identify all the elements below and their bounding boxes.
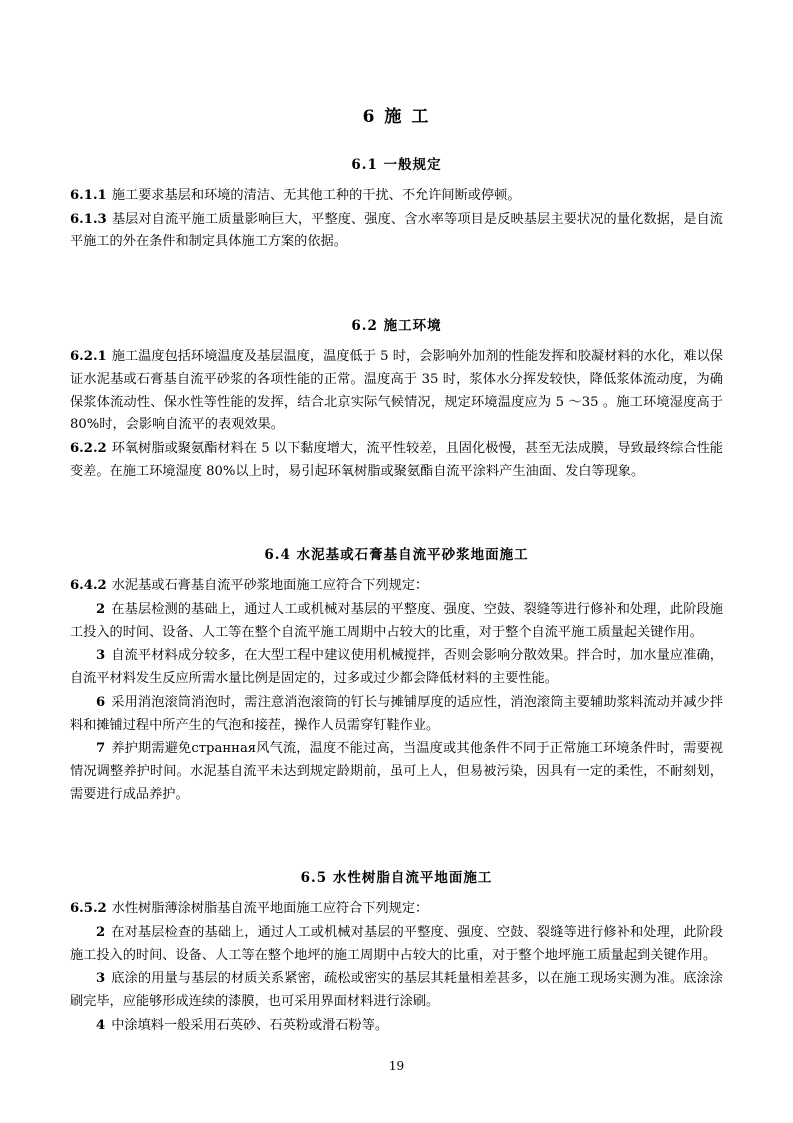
section-6-5 (70, 866, 723, 1037)
paragraph (70, 185, 723, 208)
clause-number: 6.5.2 (70, 901, 107, 917)
spacer (70, 509, 723, 543)
item-number: 6 (96, 694, 106, 710)
item-number: 7 (96, 741, 106, 757)
clause-number: 6.1.1 (70, 188, 107, 203)
paragraph (70, 575, 723, 598)
section-heading: 6.5 水性树脂自流平地面施工 (300, 870, 493, 887)
list-item (70, 645, 723, 690)
item-number: 3 (96, 648, 106, 664)
list-item (70, 968, 723, 1013)
section-6-2 (70, 314, 723, 483)
clause-number: 6.2.2 (70, 440, 107, 456)
section-heading: 6.2 施工环境 (351, 318, 442, 335)
section-6-1 (70, 153, 723, 254)
paragraph (70, 438, 723, 483)
paragraph (70, 209, 723, 254)
item-number: 2 (96, 602, 106, 618)
clause-text: 基层对自流平施工质量影响巨大，平整度、强度、含水率等项目是反映基层主要状况的量化数据，是自流平施工的外在条件和制定具体施工方案的依据。 (70, 211, 723, 250)
item-number: 2 (96, 925, 106, 941)
section-heading: 6.1 一般规定 (351, 157, 442, 173)
clause-text: 施工温度包括环境温度及基层温度，温度低于 5 时，会影响外加剂的性能发挥和胶凝材料的水化，难以保证水泥基或石膏基自流平砂浆的各项性能的正常。温度高于 35 时，浆体水分挥发较快，降低浆体流动度，为确保浆体流动性、保水性等性能的发挥，结合北京实际气候情况，规定环境温度应为 5 ～35 。施工环境湿度高于80%时，会影响自流平的表观效果。 (70, 349, 723, 433)
paragraph (70, 898, 723, 921)
paragraph (70, 346, 723, 437)
list-item (70, 692, 723, 737)
section-6-4 (70, 543, 723, 806)
page-number: 19 (388, 1059, 405, 1073)
list-item (70, 922, 723, 967)
clause-number: 6.4.2 (70, 578, 107, 594)
clause-text: 水泥基或石膏基自流平砂浆地面施工应符合下列规定： (111, 578, 429, 594)
item-text: 自流平材料成分较多，在大型工程中建议使用机械搅拌，否则会影响分散效果。拌合时，加水量应准确，自流平材料发生反应所需水量比例是固定的，过多或过少都会降低材料的主要性能。 (70, 648, 723, 687)
clause-number: 6.2.1 (70, 349, 107, 365)
page-title: 6 施 工 (362, 107, 431, 127)
list-item (70, 738, 723, 806)
item-text: 中涂填料一般采用石英砂、石英粉或滑石粉等。 (111, 1017, 389, 1033)
item-text: 采用消泡滚筒消泡时，需注意消泡滚筒的钉长与摊铺厚度的适应性，消泡滚筒主要辅助浆料流动并减少拌料和摊铺过程中所产生的气泡和接茬，操作人员需穿钉鞋作业。 (70, 694, 723, 733)
spacer (70, 832, 723, 866)
item-text: 在基层检测的基础上，通过人工或机械对基层的平整度、强度、空鼓、裂缝等进行修补和处理，此阶段施工投入的时间、设备、人工等在整个自流平施工周期中占较大的比重，对于整个自流平施工质量起关键作用。 (70, 602, 723, 640)
spacer (70, 280, 723, 314)
item-number: 3 (96, 971, 106, 987)
item-text: 底涂的用量与基层的材质关系紧密，疏松或密实的基层其耗量相差甚多，以在施工现场实测为准。底涂涂刷完毕，应能够形成连续的漆膜，也可采用界面材料进行涂刷。 (70, 971, 723, 1010)
clause-text: 环氧树脂或聚氨酯材料在 5 以下黏度增大，流平性较差，且固化极慢，甚至无法成膜，导致最终综合性能变差。在施工环境湿度 80%以上时，易引起环氧树脂或聚氨酯自流平涂料产生油面、发白等现象。 (70, 440, 723, 479)
clause-text: 施工要求基层和环境的清洁、无其他工种的干扰、不允许间断或停顿。 (111, 188, 521, 203)
clause-text: 水性树脂薄涂树脂基自流平地面施工应符合下列规定： (111, 901, 429, 917)
section-heading: 6.4 水泥基或石膏基自流平砂浆地面施工 (264, 547, 529, 564)
list-item (70, 1015, 723, 1038)
item-number: 4 (96, 1017, 106, 1033)
clause-number: 6.1.3 (70, 211, 107, 227)
item-text: 养护期需避免странная风气流，温度不能过高，当温度或其他条件不同于正常施工环境条件时，需要视情况调整养护时间。水泥基自流平未达到规定龄期前，虽可上人，但易被污染，因具有一定的柔性，不耐刻划，需要进行成品养护。 (70, 741, 723, 802)
list-item (70, 599, 723, 644)
item-text: 在对基层检查的基础上，通过人工或机械对基层的平整度、强度、空鼓、裂缝等进行修补和处理，此阶段施工投入的时间、设备、人工等在整个地坪的施工周期中占较大的比重，对于整个地坪施工质量起到关键作用。 (70, 925, 723, 963)
